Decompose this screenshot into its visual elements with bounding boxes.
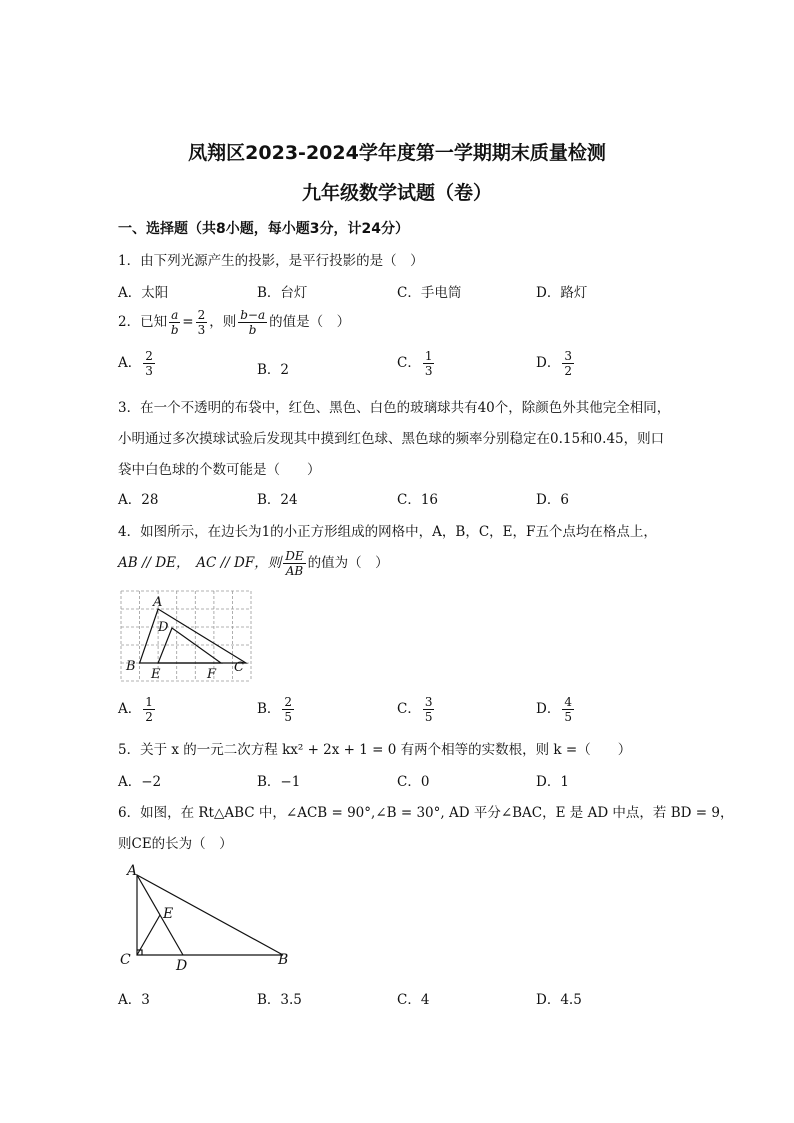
triangle-abc: [140, 609, 246, 663]
grid-lines: [121, 591, 251, 681]
question-4-line-2: AB // DE， AC // DF，则 $\frac{DE}{AB}$ 的值为（ ）: [118, 549, 389, 578]
label-b: B: [126, 659, 136, 674]
label-d: D: [176, 958, 188, 974]
label-a: A: [127, 863, 138, 879]
q4-option-b: B． $\frac{2}{5}$: [257, 695, 293, 724]
q1-option-d: D．路灯: [536, 285, 588, 301]
q3-option-d: D．6: [536, 492, 569, 508]
q2-expression: $\frac{b-a}{b}$: [240, 308, 266, 337]
q6-option-d: D．4.5: [536, 992, 582, 1008]
question-2-stem: 2．已知 $\frac{a}{b}$ = $\frac{2}{3}$ ，则 $\frac{b-a}{b}$ 的值是（ ）: [118, 308, 351, 337]
q4-option-a: A． $\frac{1}{2}$: [118, 695, 153, 724]
question-6-line-2: 则CE的长为（ ）: [118, 836, 233, 852]
label-a: A: [153, 595, 163, 610]
q3-option-b: B．24: [257, 492, 298, 508]
q5-option-c: C．0: [397, 774, 430, 790]
q5-option-b: B．−1: [257, 774, 301, 790]
page-title: 凤翔区2023-2024学年度第一学期期末质量检测: [188, 142, 606, 164]
triangle-abc-right: [137, 875, 283, 955]
question-4-line-1: 4．如图所示，在边长为1的小正方形组成的网格中，A，B，C，E，F五个点均在格点上，: [118, 524, 657, 540]
label-c: C: [120, 952, 131, 968]
label-d: D: [158, 620, 169, 635]
grid-triangle-figure: [120, 590, 252, 682]
q2-option-a: A． $\frac{2}{3}$: [118, 349, 153, 378]
question-5-stem: 5．关于 x 的一元二次方程 kx² + 2x + 1 = 0 有两个相等的实数根，则 k =（ ）: [118, 742, 632, 758]
q1-option-a: A．太阳: [118, 285, 169, 301]
question-3-line-3: 袋中白色球的个数可能是（ ）: [118, 462, 321, 478]
q4-option-d: D． $\frac{4}{5}$: [536, 695, 572, 724]
q6-option-b: B．3.5: [257, 992, 302, 1008]
q1-option-c: C．手电筒: [397, 285, 462, 301]
label-b: B: [278, 952, 289, 968]
label-e: E: [151, 667, 161, 682]
question-3-line-2: 小明通过多次摸球试验后发现其中摸到红色球、黑色球的频率分别稳定在0.15和0.45，则口: [118, 431, 665, 447]
q2-prefix: 2．已知: [118, 314, 168, 330]
segment-ce: [137, 915, 160, 955]
q2-given-fraction: $\frac{a}{b}$: [170, 308, 179, 337]
section-heading: 一、选择题（共8小题，每小题3分，计24分）: [118, 221, 409, 237]
q1-option-b: B．台灯: [257, 285, 308, 301]
q3-option-c: C．16: [397, 492, 439, 508]
label-e: E: [163, 906, 174, 922]
q2-given-value: $\frac{2}{3}$: [197, 308, 206, 337]
label-f: F: [207, 667, 217, 682]
q2-option-b: B．2: [257, 362, 290, 378]
label-c: C: [234, 660, 244, 675]
q5-option-d: D．1: [536, 774, 569, 790]
q6-option-a: A．3: [118, 992, 150, 1008]
question-6-line-1: 6．如图，在 Rt△ABC 中，∠ACB = 90°,∠B = 30°, AD 平分∠BAC，E 是 AD 中点，若 BD = 9，: [118, 805, 734, 821]
q4-option-c: C． $\frac{3}{5}$: [397, 695, 433, 724]
q3-option-a: A．28: [118, 492, 159, 508]
q6-option-c: C．4: [397, 992, 430, 1008]
question-3-line-1: 3．在一个不透明的布袋中，红色、黑色、白色的玻璃球共有40个，除颜色外其他完全相同，: [118, 400, 671, 416]
q5-option-a: A．−2: [118, 774, 162, 790]
question-1-stem: 1．由下列光源产生的投影，是平行投影的是（ ）: [118, 253, 424, 269]
page-subtitle: 九年级数学试题（卷）: [301, 182, 492, 204]
q2-option-d: D． $\frac{3}{2}$: [536, 349, 572, 378]
right-triangle-figure: [115, 860, 295, 974]
q2-option-c: C． $\frac{1}{3}$: [397, 349, 433, 378]
